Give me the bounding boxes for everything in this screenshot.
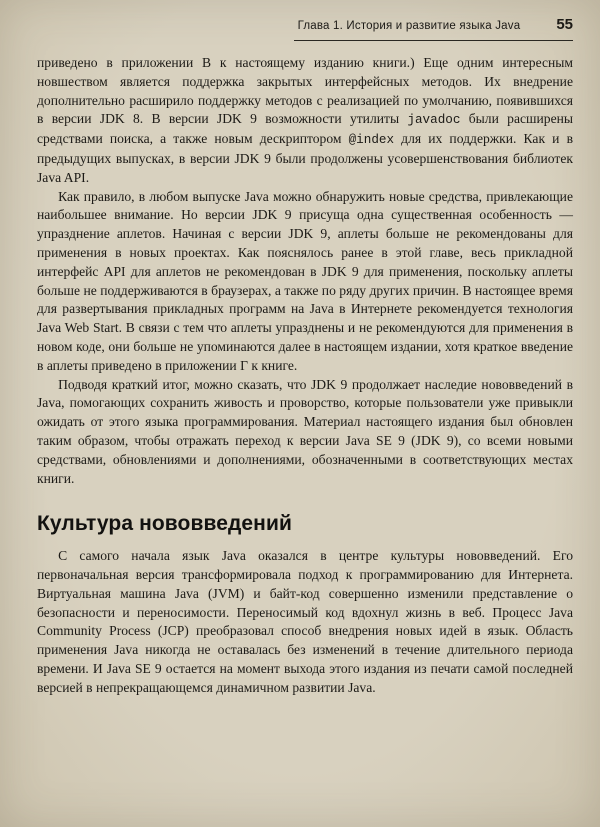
inline-code: javadoc bbox=[407, 112, 461, 128]
paragraph bbox=[37, 547, 573, 697]
text-segment: для их поддержки. Как и в предыдущих выпусках, в версии JDK 9 были продолжены усовершенствования библиотек Java API. bbox=[37, 131, 573, 185]
inline-code: @index bbox=[348, 132, 395, 148]
page-body bbox=[37, 54, 573, 698]
paragraph bbox=[37, 54, 573, 188]
text-segment: были расширены средствами поиска, а также новым дескриптором bbox=[37, 111, 574, 147]
text-segment: Как правило, в любом выпуске Java можно обнаружить новые средства, привлекающие наибольшее внимание. Но версии JDK 9 присуща одна существенная особенность — упразднение аплетов. Начиная с версии JDK 9, аплеты больше не рекомендованы для применения в новых проектах. Как пояснялось ранее в этой главе, весь прикладной интерфейс API для аплетов не рекомендован в JDK 9 для применения, поскольку аплеты больше не поддерживаются в браузерах, а также по ряду других причин. В настоящее время для развертывания прикладных программ на Java в Интернете рекомендуется технология Java Web Start. В связи с тем что аплеты упразднены и не рекомендуются для применения в новом коде, они больше не упоминаются далее в настоящем издании, хотя краткое введение в аплеты приведено в приложении Г к книге. bbox=[37, 188, 573, 373]
page-number: 55 bbox=[556, 16, 573, 33]
page-header bbox=[294, 16, 573, 41]
text-segment: Подводя краткий итог, можно сказать, что JDK 9 продолжает наследие нововведений в Java, помогающих сохранить живость и проворство, которые пользователи уже привыкли ожидать от этого языка программирования. Материал настоящего издания был обновлен таким образом, чтобы отражать переход к версии Java SE 9 (JDK 9), со всеми новыми средствами, обновлениями и дополнениями, обозначенными в соответствующих местах книги. bbox=[37, 376, 573, 486]
paragraph bbox=[37, 188, 573, 376]
chapter-title: Глава 1. История и развитие языка Java bbox=[297, 20, 521, 32]
paragraph bbox=[37, 376, 573, 489]
text-segment: С самого начала язык Java оказался в центре культуры нововведений. Его первоначальная версия трансформировала подход к программированию для Интернета. Виртуальная машина Java (JVM) и байт-код совершенно изменили представление о безопасности и переносимости. Переносимый код вдохнул жизнь в веб. Процесс Java Community Process (JCP) преобразовал способ внедрения новых идей в язык. Область применения Java никогда не оставалась без изменений в течение длительного периода времени. И Java SE 9 остается на момент выхода этого издания из печати самой последней версией в непрекращающемся динамичном развитии Java. bbox=[37, 548, 573, 695]
text-segment: приведено в приложении В к настоящему изданию книги.) Еще одним интересным новшеством является поддержка закрытых интерфейсных методов. Их внедрение дополнительно расширило поддержку методов с реализацией по умолчанию, появившихся в версии JDK 8. В версии JDK 9 возможности утилиты bbox=[37, 55, 573, 127]
section-heading: Культура нововведений bbox=[37, 512, 292, 536]
